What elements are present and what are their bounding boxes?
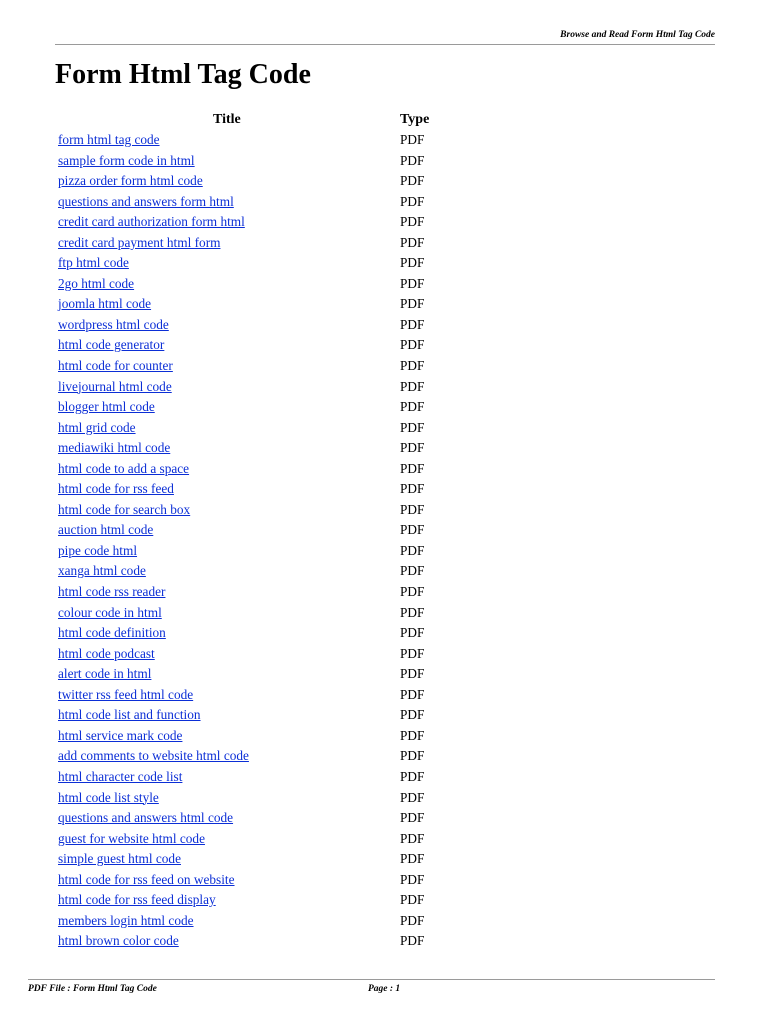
column-header-title: Title (213, 112, 241, 127)
document-link[interactable]: questions and answers html code (58, 810, 234, 826)
document-link[interactable]: simple guest html code (58, 851, 181, 867)
document-link[interactable]: livejournal html code (58, 378, 172, 394)
document-type: PDF (400, 542, 425, 558)
table-row (58, 726, 478, 747)
document-type: PDF (400, 645, 425, 661)
document-type: PDF (400, 871, 425, 887)
document-link[interactable]: auction html code (58, 522, 154, 538)
document-link[interactable]: credit card authorization form html (58, 214, 245, 230)
table-row (58, 664, 478, 685)
document-link[interactable]: add comments to website html code (58, 748, 249, 764)
table-row (58, 294, 478, 315)
document-type: PDF (400, 748, 425, 764)
document-type: PDF (400, 255, 425, 271)
table-row (58, 541, 478, 562)
page-footer (28, 979, 715, 1000)
table-row (58, 335, 478, 356)
document-link[interactable]: wordpress html code (58, 316, 169, 332)
document-link[interactable]: form html tag code (58, 132, 160, 147)
document-type: PDF (400, 296, 425, 312)
document-link[interactable]: html code generator (58, 337, 165, 353)
table-row (58, 130, 478, 151)
document-list-table (58, 110, 478, 952)
document-type: PDF (400, 481, 425, 497)
document-type: PDF (400, 892, 425, 908)
page-header (55, 30, 715, 45)
document-type: PDF (400, 234, 425, 250)
table-header-row (58, 110, 478, 130)
document-link[interactable]: html code for rss feed on website (58, 871, 235, 887)
document-type: PDF (400, 563, 425, 579)
document-type: PDF (400, 132, 425, 147)
table-row (58, 520, 478, 541)
document-link[interactable]: xanga html code (58, 563, 146, 579)
document-type: PDF (400, 214, 425, 230)
footer-page-number: Page : 1 (368, 984, 401, 994)
document-link[interactable]: html brown color code (58, 933, 179, 949)
table-row (58, 931, 478, 952)
table-row (58, 500, 478, 521)
document-type: PDF (400, 522, 425, 538)
document-link[interactable]: html code to add a space (58, 460, 190, 476)
document-type: PDF (400, 275, 425, 291)
table-row (58, 644, 478, 665)
document-link[interactable]: html grid code (58, 419, 136, 435)
table-row (58, 746, 478, 767)
document-type: PDF (400, 337, 425, 353)
document-link[interactable]: members login html code (58, 912, 194, 928)
table-row (58, 171, 478, 192)
table-row (58, 582, 478, 603)
table-row (58, 151, 478, 172)
table-row (58, 603, 478, 624)
document-link[interactable]: html code list style (58, 789, 159, 805)
document-type: PDF (400, 152, 425, 168)
document-link[interactable]: colour code in html (58, 604, 162, 620)
table-row (58, 685, 478, 706)
header-text: Browse and Read Form Html Tag Code (560, 30, 715, 40)
document-link[interactable]: html code podcast (58, 645, 155, 661)
document-type: PDF (400, 604, 425, 620)
document-link[interactable]: guest for website html code (58, 830, 205, 846)
table-row (58, 479, 478, 500)
document-type: PDF (400, 625, 425, 641)
document-link[interactable]: html code definition (58, 625, 166, 641)
document-type: PDF (400, 378, 425, 394)
document-link[interactable]: mediawiki html code (58, 440, 171, 456)
table-row (58, 788, 478, 809)
document-type: PDF (400, 912, 425, 928)
table-row (58, 356, 478, 377)
document-link[interactable]: html service mark code (58, 727, 183, 743)
document-type: PDF (400, 440, 425, 456)
document-type: PDF (400, 789, 425, 805)
table-row (58, 705, 478, 726)
table-row (58, 397, 478, 418)
document-link[interactable]: twitter rss feed html code (58, 686, 194, 702)
table-row (58, 623, 478, 644)
table-row (58, 829, 478, 850)
document-type: PDF (400, 810, 425, 826)
document-link[interactable]: joomla html code (58, 296, 152, 312)
table-row (58, 767, 478, 788)
column-header-type: Type (400, 112, 430, 127)
table-row (58, 212, 478, 233)
document-link[interactable]: pipe code html (58, 542, 138, 558)
table-row (58, 418, 478, 439)
table-row (58, 315, 478, 336)
document-type: PDF (400, 584, 425, 600)
document-link[interactable]: sample form code in html (58, 152, 195, 168)
document-link[interactable]: html code for counter (58, 358, 173, 374)
table-row (58, 377, 478, 398)
document-link[interactable]: blogger html code (58, 399, 155, 415)
document-link[interactable]: 2go html code (58, 275, 135, 291)
document-type: PDF (400, 460, 425, 476)
table-row (58, 911, 478, 932)
document-link[interactable]: html code for rss feed display (58, 892, 216, 908)
document-type: PDF (400, 768, 425, 784)
document-link[interactable]: html code list and function (58, 707, 201, 723)
table-row (58, 438, 478, 459)
table-row (58, 274, 478, 295)
document-type: PDF (400, 933, 425, 949)
table-row (58, 808, 478, 829)
document-type: PDF (400, 727, 425, 743)
document-link[interactable]: credit card payment html form (58, 234, 221, 250)
table-row (58, 253, 478, 274)
table-row (58, 192, 478, 213)
document-type: PDF (400, 851, 425, 867)
document-type: PDF (400, 358, 425, 374)
document-link[interactable]: html code for rss feed (58, 481, 174, 497)
document-type: PDF (400, 501, 425, 517)
document-link[interactable]: pizza order form html code (58, 173, 203, 189)
page-title: Form Html Tag Code (55, 59, 311, 90)
document-type: PDF (400, 666, 425, 682)
document-type: PDF (400, 193, 425, 209)
table-row (58, 849, 478, 870)
document-type: PDF (400, 173, 425, 189)
document-type: PDF (400, 316, 425, 332)
table-row (58, 459, 478, 480)
document-link[interactable]: html character code list (58, 768, 183, 784)
table-row (58, 890, 478, 911)
document-type: PDF (400, 419, 425, 435)
table-body (58, 130, 478, 952)
document-link[interactable]: html code for search box (58, 501, 191, 517)
document-link[interactable]: questions and answers form html (58, 193, 234, 209)
document-link[interactable]: alert code in html (58, 666, 152, 682)
table-row (58, 561, 478, 582)
document-type: PDF (400, 707, 425, 723)
document-type: PDF (400, 830, 425, 846)
document-type: PDF (400, 686, 425, 702)
footer-file-label: PDF File : Form Html Tag Code (28, 984, 157, 994)
document-link[interactable]: ftp html code (58, 255, 129, 271)
document-link[interactable]: html code rss reader (58, 584, 166, 600)
table-row (58, 233, 478, 254)
table-row (58, 870, 478, 891)
document-type: PDF (400, 399, 425, 415)
